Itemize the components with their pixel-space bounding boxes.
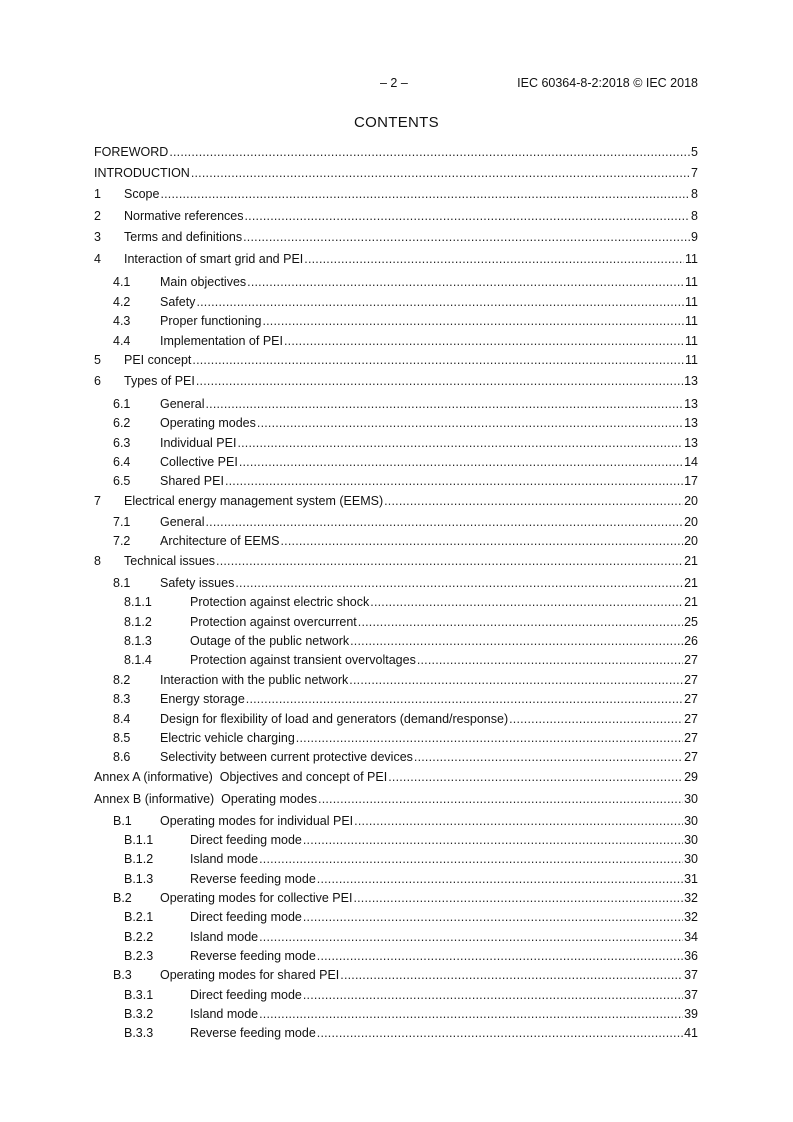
toc-dot-leader <box>317 948 683 964</box>
toc-entry-page: 41 <box>684 1026 698 1040</box>
toc-entry[interactable] <box>94 633 698 649</box>
toc-entry-title: Reverse feeding mode <box>190 949 316 963</box>
toc-entry-number: 8.2 <box>113 673 131 687</box>
toc-entry-page: 11 <box>685 314 698 328</box>
toc-entry-title: Individual PEI <box>160 436 237 450</box>
toc-entry[interactable] <box>94 493 698 509</box>
toc-entry-title: INTRODUCTION <box>94 166 190 180</box>
toc-dot-leader <box>191 165 690 181</box>
toc-dot-leader <box>259 1006 683 1022</box>
toc-dot-leader <box>304 251 684 267</box>
toc-entry[interactable] <box>94 791 698 807</box>
toc-entry-page: 27 <box>684 712 698 726</box>
toc-entry-title: Direct feeding mode <box>190 833 302 847</box>
toc-entry-title: Island mode <box>190 930 259 944</box>
toc-entry-number: 6 <box>94 374 101 388</box>
toc-entry-number: 4.4 <box>113 334 131 348</box>
toc-entry[interactable] <box>94 749 698 765</box>
toc-entry-title: Operating modes <box>160 416 256 430</box>
toc-entry-title: General <box>160 515 205 529</box>
toc-entry-number: 3 <box>94 230 101 244</box>
toc-entry-number: B.1 <box>113 814 132 828</box>
toc-entry-page: 27 <box>684 750 698 764</box>
toc-entry-title: Shared PEI <box>160 474 224 488</box>
toc-entry-page: 31 <box>684 872 698 886</box>
toc-entry[interactable] <box>94 294 698 310</box>
toc-entry-page: 7 <box>691 166 698 180</box>
toc-entry-number: B.3.2 <box>124 1007 154 1021</box>
toc-entry-number: 4.2 <box>113 295 131 309</box>
toc-dot-leader <box>358 614 683 630</box>
toc-entry-page: 11 <box>685 295 698 309</box>
toc-entry-page: 9 <box>691 230 698 244</box>
toc-dot-leader <box>216 553 683 569</box>
toc-entry-page: 27 <box>684 653 698 667</box>
toc-entry-title: Direct feeding mode <box>190 988 302 1002</box>
toc-entry[interactable] <box>94 313 698 329</box>
toc-entry[interactable] <box>94 871 698 887</box>
toc-entry-page: 5 <box>691 145 698 159</box>
toc-dot-leader <box>340 967 683 983</box>
toc-entry-number: B.1.1 <box>124 833 154 847</box>
toc-entry-number: 6.2 <box>113 416 131 430</box>
toc-entry[interactable] <box>94 415 698 431</box>
toc-entry-number: 8.3 <box>113 692 131 706</box>
toc-entry-number: 4.3 <box>113 314 131 328</box>
toc-dot-leader <box>317 871 683 887</box>
toc-entry-title: Interaction with the public network <box>160 673 349 687</box>
toc-entry[interactable] <box>94 1025 698 1041</box>
toc-entry-number: 6.4 <box>113 455 131 469</box>
toc-entry-title: Main objectives <box>160 275 247 289</box>
toc-dot-leader <box>247 274 684 290</box>
toc-entry-title: Safety <box>160 295 196 309</box>
toc-dot-leader <box>196 294 684 310</box>
toc-dot-leader <box>350 633 683 649</box>
toc-entry-page: 21 <box>684 595 698 609</box>
toc-entry-title: Terms and definitions <box>124 230 243 244</box>
toc-entry[interactable] <box>94 473 698 489</box>
page-header <box>94 76 698 92</box>
toc-dot-leader <box>303 909 683 925</box>
toc-entry-page: 37 <box>684 968 698 982</box>
toc-entry-page: 30 <box>684 792 698 806</box>
toc-entry[interactable] <box>94 672 698 688</box>
contents-title: CONTENTS <box>354 114 439 131</box>
toc-entry-number: 4.1 <box>113 275 131 289</box>
toc-dot-leader <box>196 373 683 389</box>
toc-entry-page: 17 <box>684 474 698 488</box>
toc-dot-leader <box>349 672 683 688</box>
toc-dot-leader <box>262 313 684 329</box>
toc-entry-page: 11 <box>685 252 698 266</box>
toc-dot-leader <box>414 749 683 765</box>
toc-entry-page: 32 <box>684 910 698 924</box>
toc-dot-leader <box>354 813 683 829</box>
toc-dot-leader <box>225 473 683 489</box>
toc-entry[interactable] <box>94 851 698 867</box>
toc-entry[interactable] <box>94 967 698 983</box>
toc-dot-leader <box>245 208 691 224</box>
toc-entry-number: B.1.2 <box>124 852 154 866</box>
toc-entry-page: 30 <box>684 833 698 847</box>
toc-entry-number: 8.4 <box>113 712 131 726</box>
toc-entry[interactable] <box>94 769 698 785</box>
toc-dot-leader <box>296 730 683 746</box>
toc-entry-title: PEI concept <box>124 353 192 367</box>
toc-entry-page: 27 <box>684 692 698 706</box>
toc-entry-number: 6.3 <box>113 436 131 450</box>
toc-entry-title: Operating modes for collective PEI <box>160 891 353 905</box>
toc-entry-title: Reverse feeding mode <box>190 872 316 886</box>
toc-entry-title: Architecture of EEMS <box>160 534 280 548</box>
toc-entry[interactable] <box>94 514 698 530</box>
toc-entry-title: Protection against overcurrent <box>190 615 357 629</box>
toc-entry-page: 32 <box>684 891 698 905</box>
toc-entry-title: General <box>160 397 205 411</box>
toc-entry-page: 21 <box>684 576 698 590</box>
toc-entry-page: 34 <box>684 930 698 944</box>
toc-entry-title: Interaction of smart grid and PEI <box>124 252 304 266</box>
toc-entry[interactable] <box>94 575 698 591</box>
toc-entry[interactable] <box>94 711 698 727</box>
toc-entry-number: 8.5 <box>113 731 131 745</box>
toc-entry-page: 36 <box>684 949 698 963</box>
toc-entry-number: 2 <box>94 209 101 223</box>
toc-dot-leader <box>281 533 684 549</box>
toc-entry[interactable] <box>94 186 698 202</box>
toc-entry[interactable] <box>94 832 698 848</box>
toc-entry-number: 7 <box>94 494 101 508</box>
toc-entry-number: B.2.2 <box>124 930 154 944</box>
toc-entry[interactable] <box>94 730 698 746</box>
toc-entry-number: 8.1.4 <box>124 653 152 667</box>
toc-entry-number: B.1.3 <box>124 872 154 886</box>
toc-dot-leader <box>169 144 690 160</box>
toc-entry[interactable] <box>94 229 698 245</box>
toc-dot-leader <box>246 691 683 707</box>
toc-entry-number: 8 <box>94 554 101 568</box>
toc-entry-page: 13 <box>684 416 698 430</box>
toc-entry-title: Protection against transient overvoltages <box>190 653 416 667</box>
toc-entry-page: 26 <box>684 634 698 648</box>
toc-entry-title: Scope <box>124 187 160 201</box>
toc-entry-title: Safety issues <box>160 576 235 590</box>
toc-entry-title: Direct feeding mode <box>190 910 302 924</box>
toc-entry[interactable] <box>94 553 698 569</box>
toc-entry[interactable] <box>94 533 698 549</box>
toc-entry[interactable] <box>94 396 698 412</box>
toc-entry[interactable] <box>94 987 698 1003</box>
toc-dot-leader <box>318 791 683 807</box>
toc-entry-page: 11 <box>685 353 698 367</box>
toc-entry-page: 20 <box>684 494 698 508</box>
toc-entry-page: 11 <box>685 275 698 289</box>
toc-dot-leader <box>509 711 683 727</box>
toc-entry-page: 13 <box>684 374 698 388</box>
toc-entry-number: 7.2 <box>113 534 131 548</box>
toc-entry-page: 27 <box>684 673 698 687</box>
toc-entry-title: Implementation of PEI <box>160 334 283 348</box>
document-reference: IEC 60364-8-2:2018 © IEC 2018 <box>517 76 698 90</box>
toc-entry-title: Proper functioning <box>160 314 262 328</box>
toc-entry[interactable] <box>94 352 698 368</box>
toc-entry-title: Reverse feeding mode <box>190 1026 316 1040</box>
toc-entry[interactable] <box>94 373 698 389</box>
toc-entry-page: 37 <box>684 988 698 1002</box>
toc-dot-leader <box>370 594 683 610</box>
toc-dot-leader <box>388 769 683 785</box>
toc-entry[interactable] <box>94 333 698 349</box>
toc-entry[interactable] <box>94 929 698 945</box>
toc-entry-number: 6.1 <box>113 397 131 411</box>
toc-entry-number: 7.1 <box>113 515 131 529</box>
toc-entry[interactable] <box>94 435 698 451</box>
toc-entry-page: 30 <box>684 852 698 866</box>
toc-entry-page: 11 <box>685 334 698 348</box>
toc-dot-leader <box>417 652 683 668</box>
toc-dot-leader <box>303 987 683 1003</box>
toc-entry-page: 27 <box>684 731 698 745</box>
toc-entry-title: Annex A (informative) Objectives and concept of PEI <box>94 770 388 784</box>
toc-entry-title: Types of PEI <box>124 374 195 388</box>
toc-dot-leader <box>353 890 683 906</box>
toc-entry[interactable] <box>94 274 698 290</box>
toc-entry-page: 13 <box>684 436 698 450</box>
toc-entry-title: Island mode <box>190 1007 259 1021</box>
toc-entry-number: 6.5 <box>113 474 131 488</box>
toc-entry[interactable] <box>94 165 698 181</box>
toc-entry-number: B.3 <box>113 968 132 982</box>
toc-entry-page: 20 <box>684 515 698 529</box>
toc-entry-title: Annex B (informative) Operating modes <box>94 792 318 806</box>
toc-entry[interactable] <box>94 614 698 630</box>
toc-entry-number: B.2 <box>113 891 132 905</box>
toc-entry-title: Electrical energy management system (EEMS) <box>124 494 384 508</box>
toc-dot-leader <box>284 333 684 349</box>
toc-entry-number: 1 <box>94 187 101 201</box>
toc-dot-leader <box>243 229 690 245</box>
toc-entry-number: 8.6 <box>113 750 131 764</box>
toc-entry-page: 21 <box>684 554 698 568</box>
toc-entry-title: FOREWORD <box>94 145 169 159</box>
toc-entry[interactable] <box>94 594 698 610</box>
toc-entry-title: Outage of the public network <box>190 634 350 648</box>
toc-entry[interactable] <box>94 909 698 925</box>
toc-dot-leader <box>259 851 683 867</box>
toc-entry[interactable] <box>94 144 698 160</box>
toc-entry-title: Energy storage <box>160 692 245 706</box>
toc-dot-leader <box>192 352 684 368</box>
toc-dot-leader <box>235 575 683 591</box>
toc-entry[interactable] <box>94 652 698 668</box>
toc-dot-leader <box>384 493 683 509</box>
toc-entry-number: 8.1.1 <box>124 595 152 609</box>
toc-entry-page: 8 <box>691 209 698 223</box>
toc-dot-leader <box>205 514 683 530</box>
page-number: – 2 – <box>380 76 408 90</box>
toc-entry[interactable] <box>94 948 698 964</box>
toc-dot-leader <box>317 1025 683 1041</box>
toc-entry-title: Island mode <box>190 852 259 866</box>
toc-entry-title: Design for flexibility of load and generators (demand/response) <box>160 712 509 726</box>
toc-entry-number: B.3.1 <box>124 988 154 1002</box>
toc-dot-leader <box>160 186 690 202</box>
toc-dot-leader <box>205 396 683 412</box>
toc-entry-number: B.2.3 <box>124 949 154 963</box>
toc-entry[interactable] <box>94 691 698 707</box>
toc-dot-leader <box>257 415 683 431</box>
toc-entry-title: Electric vehicle charging <box>160 731 295 745</box>
toc-entry-title: Technical issues <box>124 554 216 568</box>
toc-entry[interactable] <box>94 251 698 267</box>
toc-entry-number: 5 <box>94 353 101 367</box>
toc-entry-page: 25 <box>684 615 698 629</box>
toc-entry-page: 8 <box>691 187 698 201</box>
toc-entry[interactable] <box>94 813 698 829</box>
toc-entry-number: B.2.1 <box>124 910 154 924</box>
toc-entry-title: Selectivity between current protective devices <box>160 750 413 764</box>
toc-entry[interactable] <box>94 454 698 470</box>
toc-entry[interactable] <box>94 208 698 224</box>
toc-entry-page: 20 <box>684 534 698 548</box>
toc-entry-page: 13 <box>684 397 698 411</box>
toc-dot-leader <box>239 454 683 470</box>
toc-entry-number: 4 <box>94 252 101 266</box>
toc-entry-page: 30 <box>684 814 698 828</box>
toc-entry-page: 29 <box>684 770 698 784</box>
toc-entry-title: Collective PEI <box>160 455 238 469</box>
toc-entry[interactable] <box>94 1006 698 1022</box>
toc-entry-page: 14 <box>684 455 698 469</box>
toc-entry-title: Operating modes for individual PEI <box>160 814 354 828</box>
toc-entry-number: 8.1 <box>113 576 131 590</box>
toc-entry-number: 8.1.2 <box>124 615 152 629</box>
toc-dot-leader <box>259 929 683 945</box>
toc-entry-title: Normative references <box>124 209 244 223</box>
toc-entry-page: 39 <box>684 1007 698 1021</box>
toc-entry[interactable] <box>94 890 698 906</box>
toc-entry-number: B.3.3 <box>124 1026 154 1040</box>
toc-entry-title: Operating modes for shared PEI <box>160 968 340 982</box>
toc-entry-number: 8.1.3 <box>124 634 152 648</box>
toc-entry-title: Protection against electric shock <box>190 595 370 609</box>
toc-dot-leader <box>237 435 683 451</box>
toc-dot-leader <box>303 832 683 848</box>
